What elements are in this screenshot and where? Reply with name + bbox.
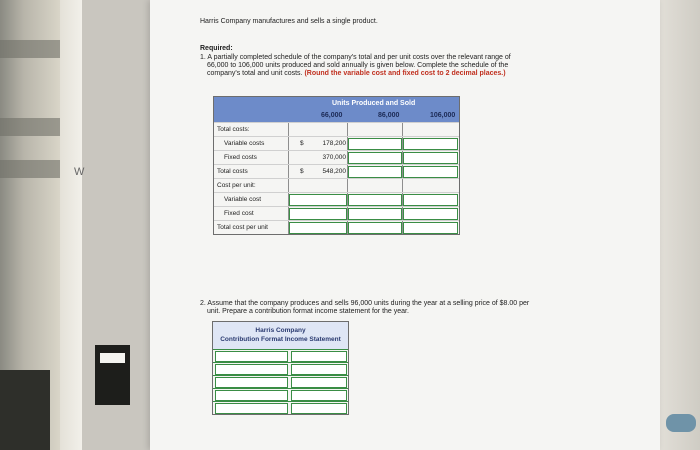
monitor-bezel xyxy=(60,0,85,450)
column-header-66000: 66,000 xyxy=(321,112,343,119)
background-shadow xyxy=(0,370,50,450)
given-value: 178,200 xyxy=(322,140,346,147)
answer-input-cell[interactable] xyxy=(348,152,402,164)
answer-input-cell[interactable] xyxy=(348,222,402,234)
amount-input[interactable] xyxy=(291,364,347,375)
answer-input-cell[interactable] xyxy=(348,194,402,206)
answer-input-cell[interactable] xyxy=(403,138,458,150)
amount-input[interactable] xyxy=(291,390,347,401)
income-statement-table xyxy=(212,321,349,415)
answer-input-cell[interactable] xyxy=(348,138,402,150)
problem-page xyxy=(150,0,660,450)
row-label: Fixed cost xyxy=(224,210,254,217)
row-label: Total costs: xyxy=(217,126,250,133)
given-value: 548,200 xyxy=(322,168,346,175)
amount-input[interactable] xyxy=(291,377,347,388)
required-label: Required: xyxy=(200,45,233,52)
answer-input-cell[interactable] xyxy=(403,194,458,206)
schedule-body xyxy=(214,122,459,234)
row-label: Variable cost xyxy=(224,196,262,203)
row-label: Total costs xyxy=(217,168,248,175)
amount-input[interactable] xyxy=(291,403,347,414)
requirement-2-text: 2. Assume that the company produces and sells 96,000 units during the year at a selling price of $8.00 per xyxy=(200,300,530,307)
background-band xyxy=(0,118,60,136)
row-label: Fixed costs xyxy=(224,154,257,161)
schedule-row xyxy=(214,220,459,234)
answer-input-cell[interactable] xyxy=(403,152,458,164)
row-label: Total cost per unit xyxy=(217,224,268,231)
income-statement-row xyxy=(213,362,348,375)
line-item-input[interactable] xyxy=(215,351,288,362)
currency-symbol: $ xyxy=(300,140,304,147)
row-label: Cost per unit: xyxy=(217,182,256,189)
income-statement-row xyxy=(213,375,348,388)
schedule-header-title: Units Produced and Sold xyxy=(332,100,416,107)
answer-input-cell[interactable] xyxy=(348,208,402,220)
line-item-input[interactable] xyxy=(215,377,288,388)
income-statement-company: Harris Company xyxy=(255,327,306,334)
cost-schedule-table xyxy=(213,96,460,235)
rounding-instruction: (Round the variable cost and fixed cost to 2 decimal places.) xyxy=(304,70,506,77)
line-item-input[interactable] xyxy=(215,364,288,375)
schedule-row xyxy=(214,206,459,220)
schedule-row xyxy=(214,150,459,164)
background-band xyxy=(0,160,60,178)
side-marker: W xyxy=(74,166,85,178)
answer-input-cell[interactable] xyxy=(403,166,458,178)
schedule-header xyxy=(214,97,459,122)
background-left xyxy=(0,0,60,450)
schedule-row xyxy=(214,122,459,136)
requirement-1-text xyxy=(207,69,506,78)
income-statement-body xyxy=(213,349,348,414)
line-item-input[interactable] xyxy=(215,390,288,401)
income-statement-header xyxy=(213,322,348,349)
schedule-row xyxy=(214,178,459,192)
requirement-2-text: unit. Prepare a contribution format income statement for the year. xyxy=(207,308,409,315)
requirement-1-text-plain: company's total and unit costs. xyxy=(207,70,303,77)
background-object xyxy=(95,345,130,405)
answer-input-cell[interactable] xyxy=(289,208,347,220)
currency-symbol: $ xyxy=(300,168,304,175)
answer-input-cell[interactable] xyxy=(403,222,458,234)
given-value: 370,000 xyxy=(322,154,346,161)
column-header-86000: 86,000 xyxy=(378,112,400,119)
income-statement-title: Contribution Format Income Statement xyxy=(220,336,341,343)
answer-input-cell[interactable] xyxy=(289,194,347,206)
row-label: Variable costs xyxy=(224,140,265,147)
requirement-1-text: 1. A partially completed schedule of the company's total and per unit costs over the relevant range of xyxy=(200,54,511,61)
answer-input-cell[interactable] xyxy=(348,166,402,178)
schedule-row xyxy=(214,192,459,206)
amount-input[interactable] xyxy=(291,351,347,362)
schedule-row xyxy=(214,164,459,178)
intro-text: Harris Company manufactures and sells a single product. xyxy=(200,18,378,25)
answer-input-cell[interactable] xyxy=(403,208,458,220)
background-band xyxy=(0,40,60,58)
answer-input-cell[interactable] xyxy=(289,222,347,234)
line-item-input[interactable] xyxy=(215,403,288,414)
requirement-1-text: 66,000 to 106,000 units produced and sold annually is given below. Complete the schedule of the xyxy=(207,62,509,69)
income-statement-row xyxy=(213,401,348,414)
column-header-106000: 106,000 xyxy=(430,112,456,119)
schedule-row xyxy=(214,136,459,150)
income-statement-row xyxy=(213,349,348,362)
income-statement-row xyxy=(213,388,348,401)
